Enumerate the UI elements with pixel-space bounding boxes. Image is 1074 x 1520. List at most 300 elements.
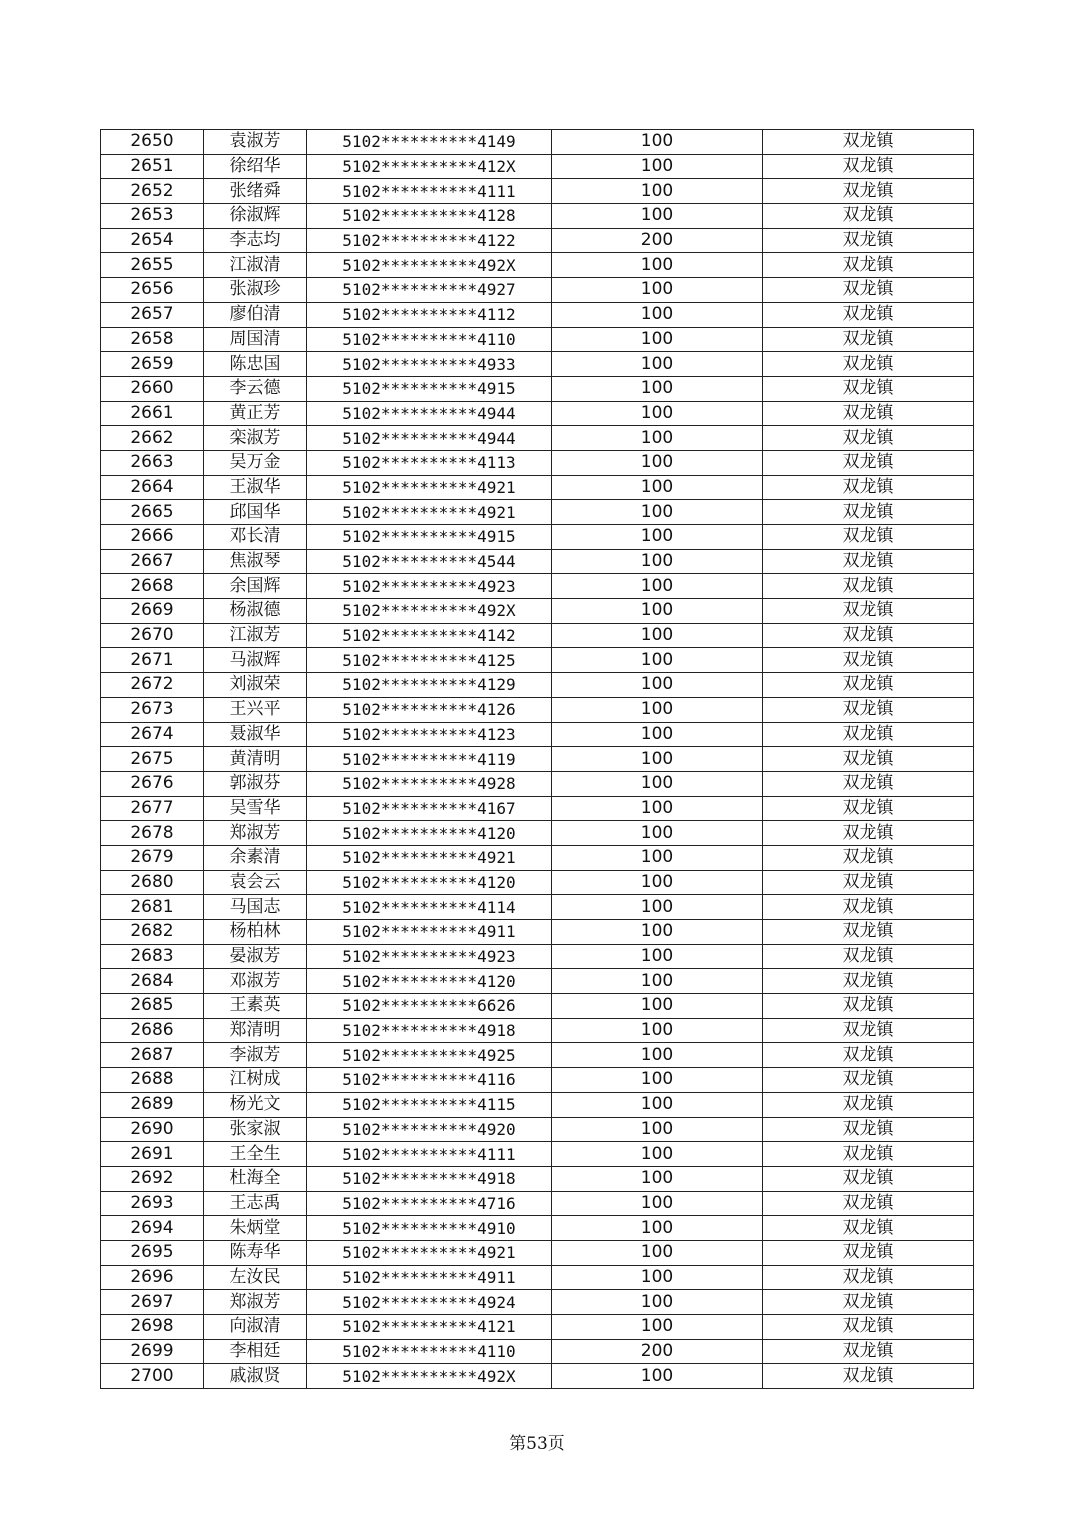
amount-cell: 100 (552, 722, 763, 747)
serial-number-cell: 2651 (101, 154, 204, 179)
id-number-cell: 5102**********4911 (307, 1265, 552, 1290)
id-number-cell: 5102**********4544 (307, 549, 552, 574)
id-number-cell: 5102**********4125 (307, 648, 552, 673)
name-cell: 袁会云 (204, 870, 307, 895)
town-cell: 双龙镇 (763, 130, 974, 155)
table-row (101, 969, 974, 994)
serial-number-cell: 2666 (101, 525, 204, 550)
name-cell: 徐淑辉 (204, 204, 307, 229)
id-number-cell: 5102**********4918 (307, 1166, 552, 1191)
serial-number-cell: 2700 (101, 1364, 204, 1389)
table-row (101, 204, 974, 229)
id-number-cell: 5102**********4110 (307, 1339, 552, 1364)
name-cell: 李云德 (204, 376, 307, 401)
town-cell: 双龙镇 (763, 1339, 974, 1364)
serial-number-cell: 2674 (101, 722, 204, 747)
town-cell: 双龙镇 (763, 1191, 974, 1216)
amount-cell: 100 (552, 154, 763, 179)
name-cell: 王淑华 (204, 475, 307, 500)
name-cell: 聂淑华 (204, 722, 307, 747)
amount-cell: 100 (552, 1240, 763, 1265)
name-cell: 向淑清 (204, 1315, 307, 1340)
table-row (101, 475, 974, 500)
serial-number-cell: 2671 (101, 648, 204, 673)
amount-cell: 100 (552, 1364, 763, 1389)
serial-number-cell: 2699 (101, 1339, 204, 1364)
table-row (101, 722, 974, 747)
serial-number-cell: 2691 (101, 1142, 204, 1167)
id-number-cell: 5102**********4123 (307, 722, 552, 747)
name-cell: 江淑芳 (204, 623, 307, 648)
town-cell: 双龙镇 (763, 623, 974, 648)
town-cell: 双龙镇 (763, 549, 974, 574)
town-cell: 双龙镇 (763, 722, 974, 747)
id-number-cell: 5102**********4915 (307, 525, 552, 550)
amount-cell: 100 (552, 1068, 763, 1093)
id-number-cell: 5102**********4120 (307, 969, 552, 994)
name-cell: 郑淑芳 (204, 821, 307, 846)
table-row (101, 574, 974, 599)
name-cell: 栾淑芳 (204, 426, 307, 451)
town-cell: 双龙镇 (763, 944, 974, 969)
town-cell: 双龙镇 (763, 870, 974, 895)
serial-number-cell: 2657 (101, 302, 204, 327)
table-row (101, 450, 974, 475)
id-number-cell: 5102**********4925 (307, 1043, 552, 1068)
table-row (101, 1018, 974, 1043)
name-cell: 张淑珍 (204, 278, 307, 303)
id-number-cell: 5102**********4944 (307, 401, 552, 426)
amount-cell: 100 (552, 1142, 763, 1167)
name-cell: 杨光文 (204, 1092, 307, 1117)
amount-cell: 100 (552, 796, 763, 821)
town-cell: 双龙镇 (763, 475, 974, 500)
amount-cell: 100 (552, 327, 763, 352)
name-cell: 戚淑贤 (204, 1364, 307, 1389)
town-cell: 双龙镇 (763, 574, 974, 599)
id-number-cell: 5102**********4921 (307, 475, 552, 500)
serial-number-cell: 2695 (101, 1240, 204, 1265)
table-row (101, 845, 974, 870)
table-row (101, 549, 974, 574)
amount-cell: 100 (552, 450, 763, 475)
table-row (101, 401, 974, 426)
table-row (101, 697, 974, 722)
town-cell: 双龙镇 (763, 376, 974, 401)
serial-number-cell: 2652 (101, 179, 204, 204)
table-row (101, 821, 974, 846)
name-cell: 左汝民 (204, 1265, 307, 1290)
name-cell: 杨淑德 (204, 599, 307, 624)
table-row (101, 1092, 974, 1117)
id-number-cell: 5102**********4111 (307, 1142, 552, 1167)
table-row (101, 130, 974, 155)
amount-cell: 100 (552, 179, 763, 204)
name-cell: 王志禹 (204, 1191, 307, 1216)
name-cell: 晏淑芳 (204, 944, 307, 969)
amount-cell: 100 (552, 574, 763, 599)
serial-number-cell: 2683 (101, 944, 204, 969)
town-cell: 双龙镇 (763, 401, 974, 426)
table-row (101, 154, 974, 179)
table-row (101, 327, 974, 352)
town-cell: 双龙镇 (763, 1068, 974, 1093)
amount-cell: 100 (552, 130, 763, 155)
amount-cell: 100 (552, 771, 763, 796)
data-table (100, 129, 974, 1389)
town-cell: 双龙镇 (763, 1290, 974, 1315)
table-row (101, 352, 974, 377)
serial-number-cell: 2661 (101, 401, 204, 426)
name-cell: 邱国华 (204, 500, 307, 525)
table-row (101, 623, 974, 648)
town-cell: 双龙镇 (763, 994, 974, 1019)
id-number-cell: 5102**********4915 (307, 376, 552, 401)
id-number-cell: 5102**********4121 (307, 1315, 552, 1340)
table-row (101, 1142, 974, 1167)
town-cell: 双龙镇 (763, 1315, 974, 1340)
id-number-cell: 5102**********4923 (307, 574, 552, 599)
id-number-cell: 5102**********6626 (307, 994, 552, 1019)
serial-number-cell: 2656 (101, 278, 204, 303)
town-cell: 双龙镇 (763, 1117, 974, 1142)
name-cell: 李志均 (204, 228, 307, 253)
amount-cell: 100 (552, 747, 763, 772)
town-cell: 双龙镇 (763, 697, 974, 722)
table-row (101, 1043, 974, 1068)
amount-cell: 100 (552, 1191, 763, 1216)
name-cell: 黄清明 (204, 747, 307, 772)
town-cell: 双龙镇 (763, 426, 974, 451)
serial-number-cell: 2662 (101, 426, 204, 451)
table-row (101, 920, 974, 945)
id-number-cell: 5102**********4142 (307, 623, 552, 648)
table-row (101, 302, 974, 327)
id-number-cell: 5102**********4944 (307, 426, 552, 451)
name-cell: 黄正芳 (204, 401, 307, 426)
serial-number-cell: 2685 (101, 994, 204, 1019)
table-row (101, 426, 974, 451)
id-number-cell: 5102**********4927 (307, 278, 552, 303)
amount-cell: 100 (552, 302, 763, 327)
id-number-cell: 5102**********4923 (307, 944, 552, 969)
town-cell: 双龙镇 (763, 154, 974, 179)
town-cell: 双龙镇 (763, 648, 974, 673)
serial-number-cell: 2678 (101, 821, 204, 846)
table-row (101, 376, 974, 401)
id-number-cell: 5102**********4122 (307, 228, 552, 253)
serial-number-cell: 2670 (101, 623, 204, 648)
serial-number-cell: 2679 (101, 845, 204, 870)
id-number-cell: 5102**********4129 (307, 673, 552, 698)
amount-cell: 100 (552, 1092, 763, 1117)
name-cell: 郑淑芳 (204, 1290, 307, 1315)
id-number-cell: 5102**********4911 (307, 920, 552, 945)
amount-cell: 100 (552, 1043, 763, 1068)
town-cell: 双龙镇 (763, 1043, 974, 1068)
id-number-cell: 5102**********4110 (307, 327, 552, 352)
amount-cell: 100 (552, 969, 763, 994)
amount-cell: 100 (552, 599, 763, 624)
amount-cell: 100 (552, 648, 763, 673)
town-cell: 双龙镇 (763, 673, 974, 698)
amount-cell: 100 (552, 1290, 763, 1315)
serial-number-cell: 2653 (101, 204, 204, 229)
serial-number-cell: 2659 (101, 352, 204, 377)
id-number-cell: 5102**********492X (307, 253, 552, 278)
serial-number-cell: 2673 (101, 697, 204, 722)
serial-number-cell: 2668 (101, 574, 204, 599)
id-number-cell: 5102**********4924 (307, 1290, 552, 1315)
table-row (101, 648, 974, 673)
name-cell: 焦淑琴 (204, 549, 307, 574)
name-cell: 张家淑 (204, 1117, 307, 1142)
town-cell: 双龙镇 (763, 500, 974, 525)
serial-number-cell: 2672 (101, 673, 204, 698)
table-row (101, 1290, 974, 1315)
serial-number-cell: 2655 (101, 253, 204, 278)
table-row (101, 1117, 974, 1142)
serial-number-cell: 2654 (101, 228, 204, 253)
table-row (101, 895, 974, 920)
name-cell: 余国辉 (204, 574, 307, 599)
id-number-cell: 5102**********4111 (307, 179, 552, 204)
amount-cell: 100 (552, 623, 763, 648)
table-row (101, 500, 974, 525)
name-cell: 李相廷 (204, 1339, 307, 1364)
table-row (101, 796, 974, 821)
id-number-cell: 5102**********492X (307, 1364, 552, 1389)
table-row (101, 1364, 974, 1389)
serial-number-cell: 2688 (101, 1068, 204, 1093)
table-row (101, 179, 974, 204)
id-number-cell: 5102**********4910 (307, 1216, 552, 1241)
table-row (101, 994, 974, 1019)
table-row (101, 1339, 974, 1364)
town-cell: 双龙镇 (763, 1092, 974, 1117)
amount-cell: 100 (552, 204, 763, 229)
amount-cell: 100 (552, 697, 763, 722)
id-number-cell: 5102**********492X (307, 599, 552, 624)
serial-number-cell: 2689 (101, 1092, 204, 1117)
id-number-cell: 5102**********4115 (307, 1092, 552, 1117)
name-cell: 杜海全 (204, 1166, 307, 1191)
serial-number-cell: 2675 (101, 747, 204, 772)
serial-number-cell: 2664 (101, 475, 204, 500)
name-cell: 李淑芳 (204, 1043, 307, 1068)
serial-number-cell: 2677 (101, 796, 204, 821)
serial-number-cell: 2696 (101, 1265, 204, 1290)
town-cell: 双龙镇 (763, 1216, 974, 1241)
name-cell: 郭淑芬 (204, 771, 307, 796)
town-cell: 双龙镇 (763, 796, 974, 821)
id-number-cell: 5102**********412X (307, 154, 552, 179)
amount-cell: 100 (552, 1018, 763, 1043)
id-number-cell: 5102**********4114 (307, 895, 552, 920)
id-number-cell: 5102**********4112 (307, 302, 552, 327)
amount-cell: 100 (552, 994, 763, 1019)
name-cell: 郑清明 (204, 1018, 307, 1043)
table-row (101, 771, 974, 796)
table-row (101, 525, 974, 550)
id-number-cell: 5102**********4921 (307, 845, 552, 870)
id-number-cell: 5102**********4921 (307, 500, 552, 525)
amount-cell: 100 (552, 895, 763, 920)
serial-number-cell: 2669 (101, 599, 204, 624)
town-cell: 双龙镇 (763, 1166, 974, 1191)
name-cell: 吴雪华 (204, 796, 307, 821)
name-cell: 张绪舜 (204, 179, 307, 204)
table-row (101, 1191, 974, 1216)
id-number-cell: 5102**********4921 (307, 1240, 552, 1265)
town-cell: 双龙镇 (763, 179, 974, 204)
name-cell: 廖伯清 (204, 302, 307, 327)
table-row (101, 278, 974, 303)
table-row (101, 1265, 974, 1290)
amount-cell: 100 (552, 1117, 763, 1142)
name-cell: 马国志 (204, 895, 307, 920)
amount-cell: 100 (552, 352, 763, 377)
amount-cell: 100 (552, 1166, 763, 1191)
town-cell: 双龙镇 (763, 1018, 974, 1043)
amount-cell: 100 (552, 821, 763, 846)
id-number-cell: 5102**********4113 (307, 450, 552, 475)
table-row (101, 747, 974, 772)
table-row (101, 228, 974, 253)
table-row (101, 1216, 974, 1241)
table-row (101, 870, 974, 895)
name-cell: 王全生 (204, 1142, 307, 1167)
amount-cell: 100 (552, 845, 763, 870)
town-cell: 双龙镇 (763, 253, 974, 278)
serial-number-cell: 2660 (101, 376, 204, 401)
town-cell: 双龙镇 (763, 747, 974, 772)
amount-cell: 100 (552, 475, 763, 500)
name-cell: 陈寿华 (204, 1240, 307, 1265)
town-cell: 双龙镇 (763, 450, 974, 475)
name-cell: 邓淑芳 (204, 969, 307, 994)
town-cell: 双龙镇 (763, 969, 974, 994)
town-cell: 双龙镇 (763, 599, 974, 624)
serial-number-cell: 2692 (101, 1166, 204, 1191)
town-cell: 双龙镇 (763, 895, 974, 920)
serial-number-cell: 2682 (101, 920, 204, 945)
amount-cell: 100 (552, 549, 763, 574)
table-body (101, 130, 974, 1389)
id-number-cell: 5102**********4126 (307, 697, 552, 722)
page-number: 第53页 (509, 1434, 565, 1454)
amount-cell: 200 (552, 228, 763, 253)
id-number-cell: 5102**********4119 (307, 747, 552, 772)
serial-number-cell: 2687 (101, 1043, 204, 1068)
amount-cell: 100 (552, 426, 763, 451)
table-row (101, 673, 974, 698)
serial-number-cell: 2667 (101, 549, 204, 574)
id-number-cell: 5102**********4716 (307, 1191, 552, 1216)
town-cell: 双龙镇 (763, 771, 974, 796)
id-number-cell: 5102**********4149 (307, 130, 552, 155)
id-number-cell: 5102**********4116 (307, 1068, 552, 1093)
serial-number-cell: 2665 (101, 500, 204, 525)
name-cell: 江淑清 (204, 253, 307, 278)
name-cell: 王素英 (204, 994, 307, 1019)
amount-cell: 100 (552, 870, 763, 895)
serial-number-cell: 2698 (101, 1315, 204, 1340)
serial-number-cell: 2681 (101, 895, 204, 920)
id-number-cell: 5102**********4128 (307, 204, 552, 229)
town-cell: 双龙镇 (763, 204, 974, 229)
table-row (101, 1240, 974, 1265)
table-row (101, 1315, 974, 1340)
serial-number-cell: 2676 (101, 771, 204, 796)
town-cell: 双龙镇 (763, 525, 974, 550)
id-number-cell: 5102**********4120 (307, 821, 552, 846)
amount-cell: 100 (552, 1216, 763, 1241)
name-cell: 吴万金 (204, 450, 307, 475)
name-cell: 袁淑芳 (204, 130, 307, 155)
amount-cell: 100 (552, 944, 763, 969)
serial-number-cell: 2650 (101, 130, 204, 155)
id-number-cell: 5102**********4167 (307, 796, 552, 821)
serial-number-cell: 2693 (101, 1191, 204, 1216)
serial-number-cell: 2658 (101, 327, 204, 352)
amount-cell: 100 (552, 920, 763, 945)
amount-cell: 100 (552, 500, 763, 525)
serial-number-cell: 2684 (101, 969, 204, 994)
town-cell: 双龙镇 (763, 327, 974, 352)
name-cell: 杨柏林 (204, 920, 307, 945)
serial-number-cell: 2680 (101, 870, 204, 895)
name-cell: 周国清 (204, 327, 307, 352)
serial-number-cell: 2697 (101, 1290, 204, 1315)
name-cell: 陈忠国 (204, 352, 307, 377)
amount-cell: 100 (552, 525, 763, 550)
id-number-cell: 5102**********4920 (307, 1117, 552, 1142)
amount-cell: 100 (552, 1265, 763, 1290)
table-row (101, 599, 974, 624)
name-cell: 刘淑荣 (204, 673, 307, 698)
amount-cell: 100 (552, 1315, 763, 1340)
name-cell: 王兴平 (204, 697, 307, 722)
amount-cell: 100 (552, 401, 763, 426)
table-row (101, 1166, 974, 1191)
serial-number-cell: 2663 (101, 450, 204, 475)
town-cell: 双龙镇 (763, 302, 974, 327)
serial-number-cell: 2686 (101, 1018, 204, 1043)
town-cell: 双龙镇 (763, 1364, 974, 1389)
town-cell: 双龙镇 (763, 278, 974, 303)
amount-cell: 100 (552, 278, 763, 303)
name-cell: 江树成 (204, 1068, 307, 1093)
town-cell: 双龙镇 (763, 352, 974, 377)
name-cell: 邓长清 (204, 525, 307, 550)
name-cell: 朱炳堂 (204, 1216, 307, 1241)
town-cell: 双龙镇 (763, 920, 974, 945)
amount-cell: 200 (552, 1339, 763, 1364)
amount-cell: 100 (552, 673, 763, 698)
serial-number-cell: 2690 (101, 1117, 204, 1142)
town-cell: 双龙镇 (763, 1240, 974, 1265)
amount-cell: 100 (552, 376, 763, 401)
serial-number-cell: 2694 (101, 1216, 204, 1241)
table-row (101, 944, 974, 969)
table-row (101, 1068, 974, 1093)
town-cell: 双龙镇 (763, 1265, 974, 1290)
id-number-cell: 5102**********4918 (307, 1018, 552, 1043)
table-row (101, 253, 974, 278)
amount-cell: 100 (552, 253, 763, 278)
town-cell: 双龙镇 (763, 1142, 974, 1167)
